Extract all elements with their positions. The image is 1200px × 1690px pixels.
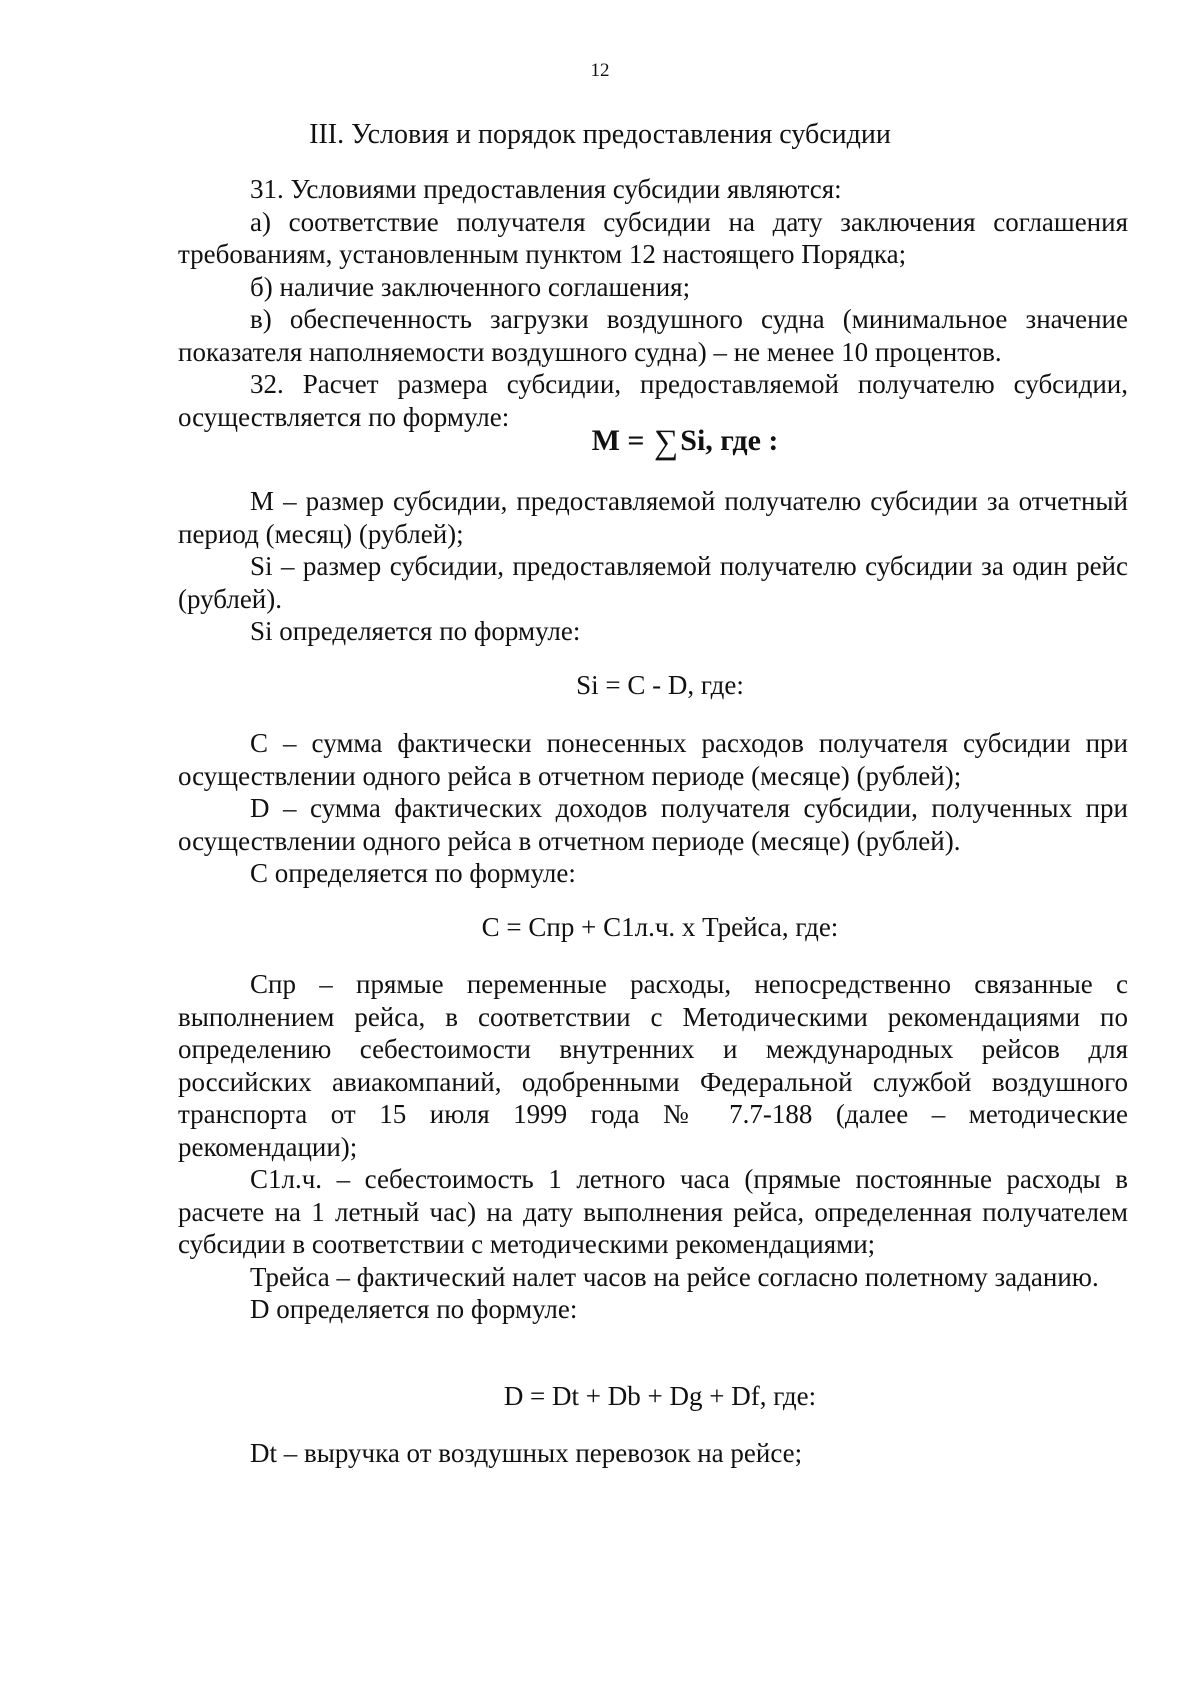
- definition-m: М – размер субсидии, предоставляемой получателю субсидии за отчетный период (месяц) (рублей);: [178, 486, 1128, 549]
- formula-si: Si = C - D, где:: [576, 670, 744, 700]
- definitions-dt-block: [178, 1437, 1128, 1470]
- d-intro: D определяется по формуле:: [250, 1294, 578, 1324]
- page-number: 12: [590, 60, 610, 81]
- c-intro: С определяется по формуле:: [250, 858, 576, 888]
- clause-31-b: б) наличие заключенного соглашения;: [250, 271, 691, 302]
- section-title: III. Условия и порядок предоставления субсидии: [309, 119, 891, 150]
- si-intro: Si определяется по формуле:: [250, 616, 581, 646]
- clause-31-a: а) соответствие получателя субсидии на дату заключения соглашения требованиям, установленным пунктом 12 настоящего Порядка;: [178, 206, 1128, 269]
- definition-cpr: Спр – прямые переменные расходы, непосредственно связанные с выполнением рейса, в соответствии с Методическими рекомендациями по определению себестоимости внутренних и международных рейсов для российских авиакомпаний, одобренными Федеральной службой воздушного транспорта от 15 июля 1999 года № 7.7-188 (далее – методические рекомендации);: [178, 969, 1128, 1162]
- formula-m-right: Si, где :: [680, 424, 779, 457]
- definition-c1: С1л.ч. – себестоимость 1 летного часа (прямые постоянные расходы в расчете на 1 летный час) на дату выполнения рейса, определенная получателем субсидии в соответствии с методическими рекомендациями;: [178, 1164, 1128, 1259]
- definition-d: D – сумма фактических доходов получателя субсидии, полученных при осуществлении одного рейса в отчетном периоде (месяце) (рублей).: [178, 793, 1128, 856]
- formula-m: [0, 424, 1200, 461]
- clause-32: 32. Расчет размера субсидии, предоставляемой получателю субсидии, осуществляется по формуле:: [178, 369, 1128, 432]
- definitions-cpr-block: [178, 968, 1128, 1326]
- definition-treisa: Трейса – фактический налет часов на рейсе согласно полетному заданию.: [250, 1261, 1099, 1292]
- clause-31: 31. Условиями предоставления субсидии являются:: [250, 174, 842, 204]
- sigma-icon: ∑: [654, 424, 679, 461]
- formula-d: D = Dt + Db + Dg + Df, где:: [503, 1381, 817, 1411]
- definitions-cd-block: [178, 727, 1128, 890]
- definition-dt: Dt – выручка от воздушных перевозок на рейсе;: [250, 1438, 803, 1468]
- clause-31-block: [178, 173, 1128, 433]
- formula-m-left: М =: [591, 424, 645, 457]
- definitions-m-block: [178, 485, 1128, 648]
- formula-c: С = Спр + С1л.ч. х Трейса, где:: [481, 912, 839, 942]
- clause-31-c: в) обеспеченность загрузки воздушного судна (минимальное значение показателя наполняемости воздушного судна) – не менее 10 процентов.: [178, 304, 1128, 367]
- definition-c: С – сумма фактически понесенных расходов получателя субсидии при осуществлении одного рейса в отчетном периоде (месяце) (рублей);: [178, 728, 1128, 791]
- definition-si: Si – размер субсидии, предоставляемой получателю субсидии за один рейс (рублей).: [178, 551, 1128, 614]
